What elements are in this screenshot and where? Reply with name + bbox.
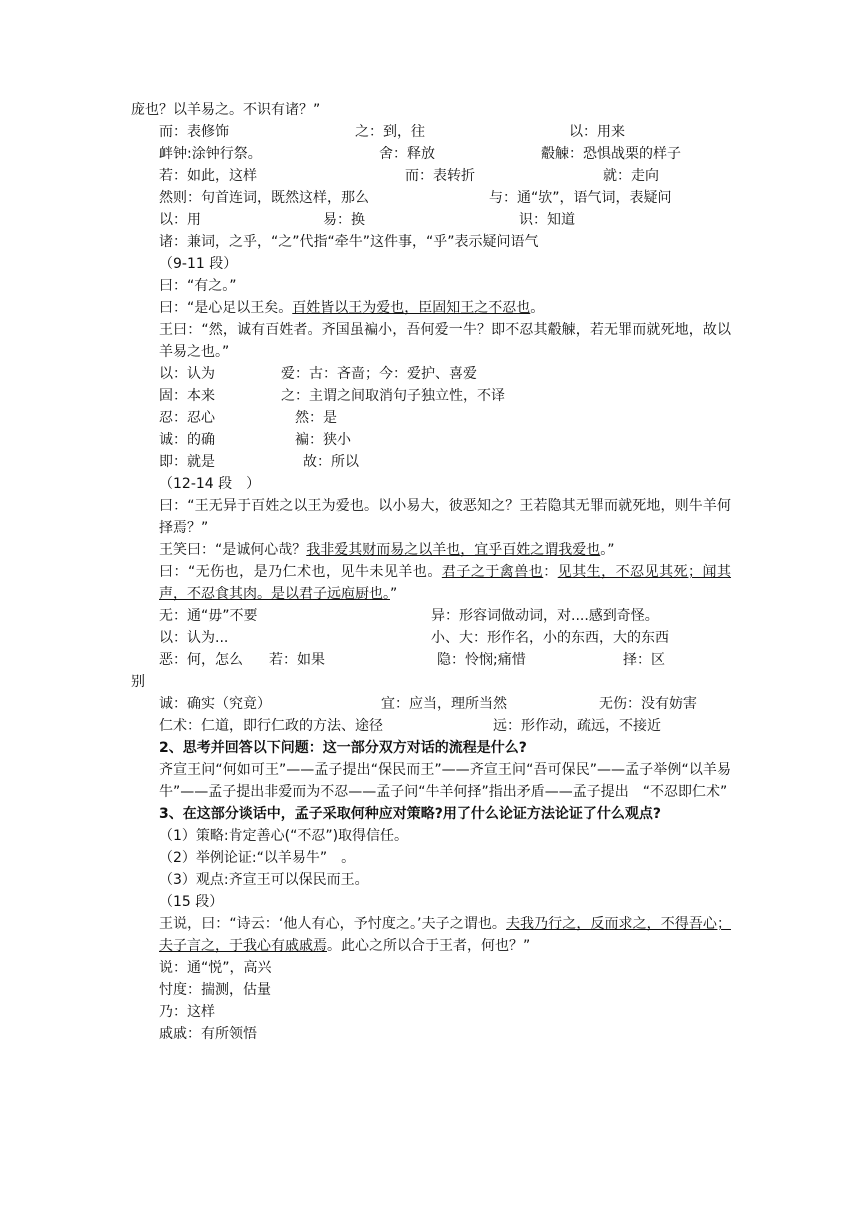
gloss-line: 固：本来 之：主谓之间取消句子独立性，不译	[159, 388, 505, 404]
gloss-line: 诸：兼词，之乎，“之”代指“牵牛”这件事，“乎”表示疑问语气	[159, 234, 539, 250]
dialogue-paragraph: 曰：“无伤也，是乃仁术也，见牛未见羊也。君子之于禽兽也：见其生，不忍见其死；闻其声，不忍食其肉。是以君子远庖厨也。”	[159, 564, 732, 602]
gloss-line: 无：通“毋”不要 异：形容词做动词，对....感到奇怪。	[159, 608, 659, 624]
gloss-line: 以：认为... 小、大：形作名，小的东西，大的东西	[159, 630, 669, 646]
gloss-line: 忍：忍心 然：是	[159, 410, 337, 426]
document-body	[131, 99, 731, 1045]
gloss-line: 别	[131, 674, 145, 690]
gloss-line: 恶：何，怎么 若：如果 隐：怜悯;痛惜 择：区	[159, 652, 665, 668]
gloss-line: 忖度：揣测，估量	[159, 982, 271, 998]
gloss-line: 说：通“悦”，高兴	[159, 960, 272, 976]
gloss-line: 诚：的确 褊：狭小	[159, 432, 351, 448]
underlined-sentence: 见其生，不忍见其死；闻其声，不忍食其肉。是以君子远庖厨也。	[159, 564, 732, 602]
gloss-line: 诚：确实（究竟） 宜：应当，理所当然 无伤：没有妨害	[159, 696, 697, 712]
dialogue-line: 曰：“有之。”	[159, 278, 237, 294]
gloss-line: 而：表修饰 之：到，往 以：用来	[159, 124, 625, 140]
answer-line: （2）举例论证:“以羊易牛” 。	[159, 850, 356, 866]
section-marker: （15 段）	[159, 894, 224, 910]
gloss-line: 仁术：仁道，即行仁政的方法、途径 远：形作动，疏远，不接近	[159, 718, 661, 734]
dialogue-paragraph: 王说，曰：“诗云：‘他人有心，予忖度之。’夫子之谓也。夫我乃行之，反而求之，不得吾心；夫子言之，于我心有戚戚焉。此心之所以合于王者，何也？”	[159, 916, 731, 954]
text-line: 庞也？以羊易之。不识有诸？”	[131, 102, 321, 118]
section-marker: （9-11 段）	[159, 256, 238, 272]
dialogue-paragraph: 曰：“王无异于百姓之以王为爱也。以小易大，彼恶知之？王若隐其无罪而就死地，则牛羊何择焉？”	[159, 498, 731, 536]
underlined-phrase: 君子之于禽兽也	[441, 564, 544, 580]
gloss-line: 以：用 易：换 识：知道	[159, 212, 575, 228]
answer-line: （3）观点:齐宣王可以保民而王。	[159, 872, 369, 888]
dialogue-line: 王笑曰：“是诚何心哉？我非爱其财而易之以羊也，宜乎百姓之谓我爱也。”	[159, 542, 615, 558]
question-heading: 3、在这部分谈话中，孟子采取何种应对策略?用了什么论证方法论证了什么观点?	[159, 806, 661, 822]
gloss-line: 即：就是 故：所以	[159, 454, 359, 470]
dialogue-paragraph: 王曰：“然，诚有百姓者。齐国虽褊小，吾何爱一牛？即不忍其觳觫，若无罪而就死地，故以羊易之也。”	[159, 322, 731, 360]
gloss-line: 衅钟:涂钟行祭。 舍：释放 觳觫：恐惧战栗的样子	[159, 146, 681, 162]
gloss-line: 若：如此，这样 而：表转折 就：走向	[159, 168, 659, 184]
underlined-sentence: 夫我乃行之，反而求之，不得吾心；夫子言之，于我心有戚戚焉	[159, 916, 731, 954]
underlined-sentence: 我非爱其财而易之以羊也，宜乎百姓之谓我爱也	[306, 542, 601, 558]
gloss-line: 戚戚：有所领悟	[159, 1026, 257, 1042]
section-marker: （12-14 段 ）	[159, 476, 261, 492]
dialogue-line: 曰：“是心足以王矣。百姓皆以王为爱也，臣固知王之不忍也。	[159, 300, 545, 316]
underlined-sentence: 百姓皆以王为爱也，臣固知王之不忍也	[292, 300, 531, 316]
question-heading: 2、思考并回答以下问题：这一部分双方对话的流程是什么?	[159, 740, 527, 756]
answer-paragraph: 齐宣王问“何如可王”——孟子提出“保民而王”——齐宣王问“吾可保民”——孟子举例“以羊易牛”——孟子提出非爱而为不忍——孟子问“牛羊何择”指出矛盾——孟子提出 “不忍即仁术”	[159, 762, 731, 800]
gloss-line: 然则：句首连词，既然这样，那么 与：通“欤”，语气词，表疑问	[159, 190, 672, 206]
gloss-line: 以：认为 爱：古：吝啬；今：爱护、喜爱	[159, 366, 477, 382]
answer-line: （1）策略:肯定善心(“不忍”)取得信任。	[159, 828, 409, 844]
gloss-line: 乃：这样	[159, 1004, 215, 1020]
